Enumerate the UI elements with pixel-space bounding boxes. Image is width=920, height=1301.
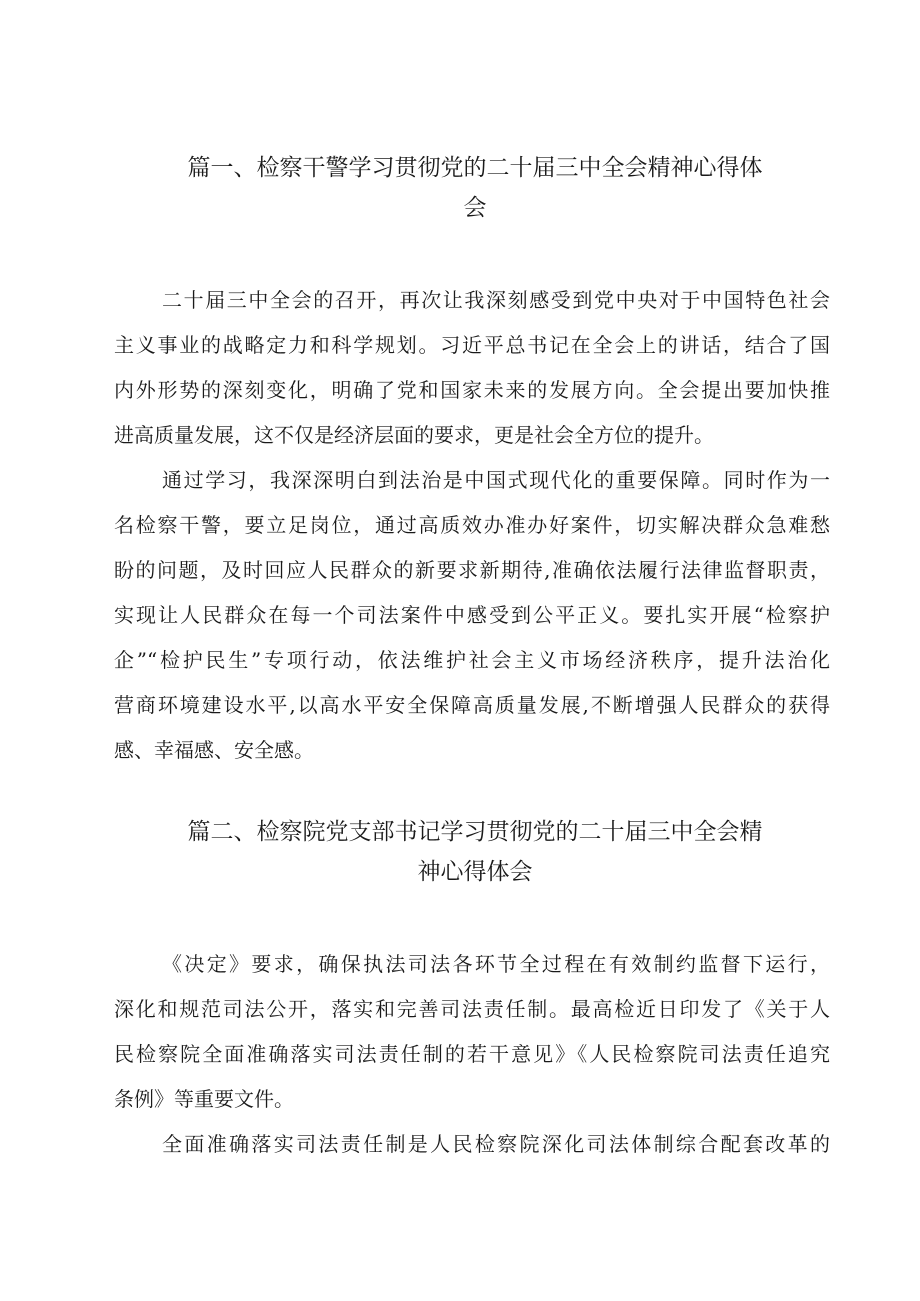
paragraph-line: 感、幸福感、安全感。 (114, 738, 314, 762)
paragraph-line: 主义事业的战略定力和科学规划。习近平总书记在全会上的讲话，结合了国 (114, 333, 830, 357)
paragraph-line: 名检察干警，要立足岗位，通过高质效办准办好案件，切实解决群众急难愁 (114, 513, 830, 537)
paragraph-line: 盼的问题，及时回应人民群众的新要求新期待,准确依法履行法律监督职责， (114, 558, 830, 582)
paragraph-line: 实现让人民群众在每一个司法案件中感受到公平正义。要扎实开展“检察护 (114, 603, 830, 627)
paragraph-line: 营商环境建设水平,以高水平安全保障高质量发展,不断增强人民群众的获得 (114, 693, 830, 717)
paragraph-line: 民检察院全面准确落实司法责任制的若干意见》《人民检察院司法责任追究 (114, 1042, 830, 1066)
section-1-title-line-2: 会 (463, 195, 487, 221)
paragraph-line: 内外形势的深刻变化，明确了党和国家未来的发展方向。全会提出要加快推 (114, 378, 830, 402)
section-2-paragraph-2 (114, 1122, 830, 1167)
section-2-paragraph-1 (114, 942, 830, 1122)
paragraph-line: 《决定》要求，确保执法司法各环节全过程在有效制约监督下运行， (162, 952, 830, 976)
paragraph-line: 二十届三中全会的召开，再次让我深刻感受到党中央对于中国特色社会 (162, 288, 830, 312)
section-1-title-line-1: 篇一、检察干警学习贯彻党的二十届三中全会精神心得体 (187, 155, 763, 181)
section-2-title-line-1: 篇二、检察院党支部书记学习贯彻党的二十届三中全会精 (187, 819, 763, 845)
section-1-title (120, 148, 830, 228)
section-2-title (120, 812, 830, 892)
section-2-title-line-2: 神心得体会 (417, 859, 533, 885)
paragraph-line: 企”“检护民生”专项行动，依法维护社会主义市场经济秩序，提升法治化 (114, 648, 830, 672)
section-2-body (114, 942, 830, 1167)
section-1-paragraph-2 (114, 458, 830, 773)
paragraph-line: 进高质量发展，这不仅是经济层面的要求，更是社会全方位的提升。 (114, 423, 714, 447)
paragraph-line: 深化和规范司法公开，落实和完善司法责任制。最高检近日印发了《关于人 (114, 997, 830, 1021)
paragraph-line: 通过学习，我深深明白到法治是中国式现代化的重要保障。同时作为一 (162, 468, 830, 492)
paragraph-line: 全面准确落实司法责任制是人民检察院深化司法体制综合配套改革的 (162, 1132, 830, 1156)
paragraph-line: 条例》等重要文件。 (114, 1087, 294, 1111)
section-1-paragraph-1 (114, 278, 830, 458)
section-1-body (114, 278, 830, 773)
